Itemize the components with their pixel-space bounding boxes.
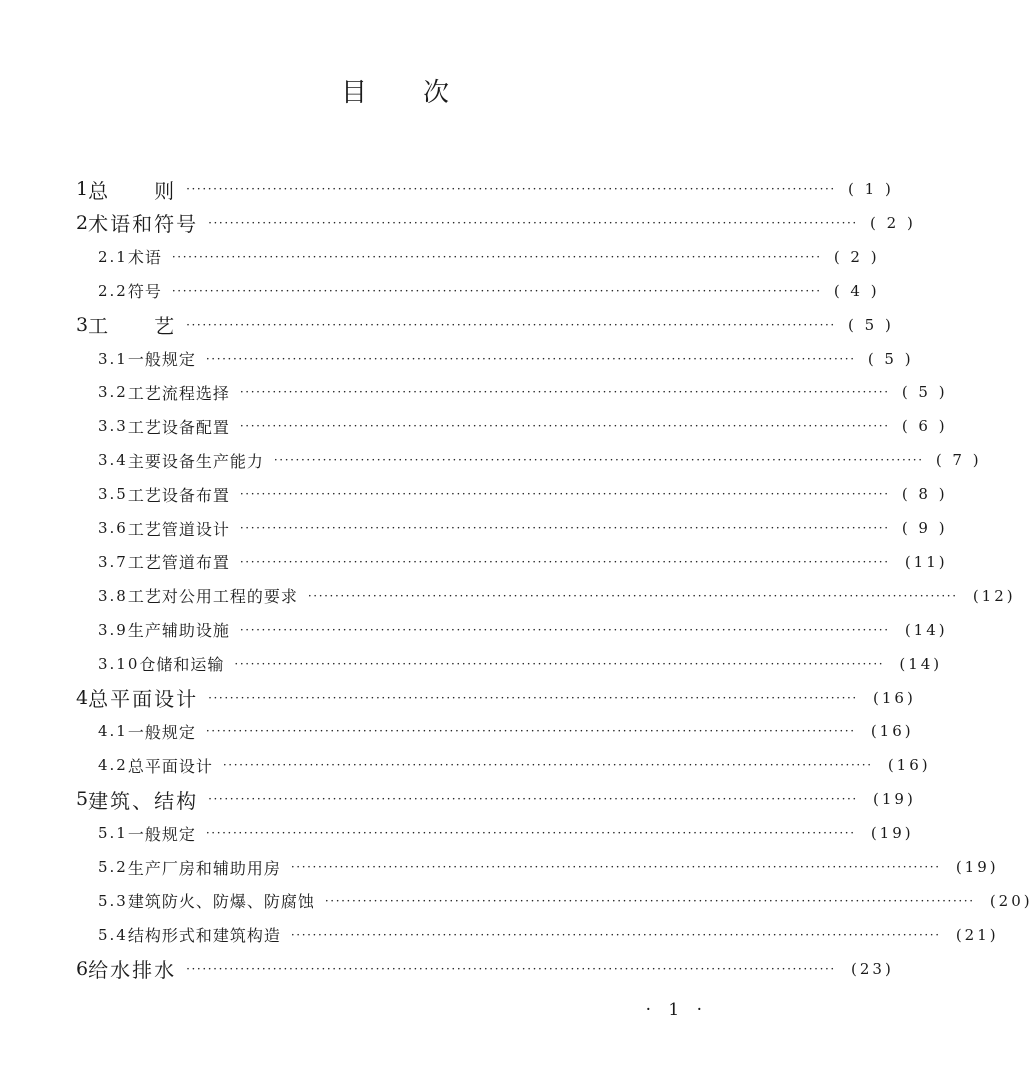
toc-entry-title: 总平面设计 bbox=[88, 687, 199, 711]
toc-entry-page: ( 5 ) bbox=[867, 349, 914, 368]
toc-entry-number: 5.3 bbox=[98, 891, 128, 910]
toc-entry-page: (11) bbox=[904, 552, 948, 571]
toc-entry[interactable] bbox=[76, 308, 894, 342]
toc-leader-dots: ························································································································ bbox=[171, 283, 822, 298]
toc-leader-dots: ························································································································ bbox=[186, 961, 836, 976]
toc-entry-title: 工艺管道设计 bbox=[127, 519, 230, 539]
toc-entry[interactable] bbox=[76, 172, 894, 206]
page-title: 目次 bbox=[340, 78, 505, 108]
toc-entry-page: (21) bbox=[955, 925, 999, 944]
toc-leader-dots: ························································································································ bbox=[239, 487, 890, 502]
toc-entry-page: (14) bbox=[899, 654, 943, 673]
toc-entry[interactable] bbox=[98, 342, 914, 376]
toc-leader-dots: ························································································································ bbox=[222, 758, 873, 773]
toc-entry-title: 总 则 bbox=[88, 178, 177, 203]
toc-entry-page: ( 9 ) bbox=[901, 519, 948, 537]
toc-entry-number: 2.2 bbox=[98, 281, 128, 300]
toc-entry-page: (20) bbox=[989, 891, 1033, 910]
toc-entry-number: 3.7 bbox=[98, 552, 128, 571]
toc-entry-number: 2.1 bbox=[98, 247, 128, 266]
toc-entry-page: ( 1 ) bbox=[848, 180, 894, 198]
toc-entry-title: 生产厂房和辅助用房 bbox=[127, 858, 281, 878]
toc-entry-page: ( 8 ) bbox=[901, 485, 948, 504]
toc-entry[interactable] bbox=[98, 409, 948, 443]
toc-entry-title: 工艺对公用工程的要求 bbox=[127, 587, 298, 607]
toc-entry-page: (19) bbox=[955, 858, 999, 876]
toc-entry-page: (19) bbox=[873, 790, 916, 809]
toc-leader-dots: ························································································································ bbox=[307, 588, 958, 603]
toc-entry-number: 3.8 bbox=[98, 586, 128, 605]
toc-entry-title: 建筑、结构 bbox=[88, 788, 199, 813]
toc-entry-number: 6 bbox=[76, 957, 89, 980]
toc-leader-dots: ························································································································ bbox=[208, 690, 858, 705]
toc-entry-page: (16) bbox=[870, 722, 914, 741]
toc-leader-dots: ························································································································ bbox=[239, 385, 890, 400]
toc-entry-page: (16) bbox=[873, 688, 916, 707]
toc-leader-dots: ························································································································ bbox=[324, 893, 975, 908]
toc-entry-title: 给水排水 bbox=[88, 958, 177, 983]
toc-entry-number: 3 bbox=[76, 313, 89, 336]
toc-entry-title: 总平面设计 bbox=[127, 756, 213, 776]
toc-entry-title: 建筑防火、防爆、防腐蚀 bbox=[127, 892, 315, 912]
toc-entry-title: 工艺流程选择 bbox=[127, 383, 230, 403]
toc-leader-dots: ························································································································ bbox=[171, 249, 822, 264]
toc-entry-number: 3.1 bbox=[98, 349, 128, 368]
toc-entry-title: 工艺设备配置 bbox=[127, 417, 230, 437]
toc-entry[interactable] bbox=[76, 952, 894, 986]
toc-leader-dots: ························································································································ bbox=[290, 927, 941, 942]
toc-entry-title: 工 艺 bbox=[88, 314, 177, 339]
toc-entry-number: 3.10 bbox=[98, 654, 140, 673]
toc-entry-page: (16) bbox=[887, 756, 931, 775]
toc-entry-number: 3.2 bbox=[98, 383, 128, 402]
toc-entry[interactable] bbox=[98, 545, 948, 579]
toc-entry-title: 主要设备生产能力 bbox=[127, 451, 264, 471]
toc-entry[interactable] bbox=[98, 850, 999, 884]
toc-entry-page: (23) bbox=[851, 959, 894, 978]
toc-entry-number: 5 bbox=[76, 788, 89, 811]
toc-entry[interactable] bbox=[98, 748, 931, 782]
toc-leader-dots: ························································································································ bbox=[239, 554, 890, 569]
toc-leader-dots: ························································································································ bbox=[239, 419, 890, 434]
toc-leader-dots: ························································································································ bbox=[205, 351, 856, 366]
toc-entry[interactable] bbox=[98, 274, 880, 308]
toc-entry-page: ( 2 ) bbox=[870, 213, 916, 232]
toc-leader-dots: ························································································································ bbox=[239, 521, 890, 535]
toc-leader-dots: ························································································································ bbox=[186, 182, 836, 196]
toc-entry[interactable] bbox=[98, 918, 999, 952]
toc-entry[interactable] bbox=[98, 816, 914, 850]
toc-entry[interactable] bbox=[98, 375, 948, 409]
toc-leader-dots: ························································································································ bbox=[205, 826, 856, 841]
toc-entry-page: (12) bbox=[972, 586, 1016, 605]
toc-leader-dots: ························································································································ bbox=[239, 622, 890, 637]
toc-entry-number: 3.5 bbox=[98, 485, 128, 504]
toc-entry-page: ( 5 ) bbox=[901, 383, 948, 402]
toc-entry-number: 2 bbox=[76, 211, 89, 234]
toc-entry-title: 工艺管道布置 bbox=[127, 553, 230, 573]
toc-leader-dots: ························································································································ bbox=[186, 317, 836, 332]
toc-entry-page: ( 4 ) bbox=[833, 281, 880, 300]
toc-entry[interactable] bbox=[76, 206, 916, 240]
toc-leader-dots: ························································································································ bbox=[290, 860, 941, 874]
toc-leader-dots: ························································································································ bbox=[273, 453, 924, 468]
toc-entry[interactable] bbox=[76, 782, 916, 816]
toc-entry[interactable] bbox=[76, 681, 916, 715]
toc-leader-dots: ························································································································ bbox=[234, 656, 885, 671]
toc-entry-number: 4 bbox=[76, 686, 89, 709]
toc-entry[interactable] bbox=[98, 240, 880, 274]
toc-entry[interactable] bbox=[98, 511, 948, 545]
toc-entry-number: 5.1 bbox=[98, 824, 128, 843]
toc-entry[interactable] bbox=[98, 647, 943, 681]
toc-entry-page: ( 2 ) bbox=[833, 247, 880, 266]
toc-entry[interactable] bbox=[98, 714, 914, 748]
page-number: · 1 · bbox=[645, 1000, 708, 1020]
toc-entry-page: ( 7 ) bbox=[935, 451, 982, 470]
toc-entry[interactable] bbox=[98, 477, 948, 511]
toc-entry-number: 3.6 bbox=[98, 519, 128, 537]
toc-entry-title: 工艺设备布置 bbox=[127, 485, 230, 505]
toc-entry-number: 5.4 bbox=[98, 925, 128, 944]
toc-entry-number: 1 bbox=[76, 178, 89, 200]
toc-entry-title: 一般规定 bbox=[127, 722, 196, 742]
toc-entry-number: 4.2 bbox=[98, 756, 128, 775]
toc-leader-dots: ························································································································ bbox=[208, 215, 858, 230]
toc-entry-title: 符号 bbox=[127, 282, 162, 302]
toc-entry-title: 仓储和运输 bbox=[139, 655, 225, 675]
toc-entry[interactable] bbox=[98, 613, 948, 647]
toc-entry-title: 生产辅助设施 bbox=[127, 621, 230, 641]
toc-entry-page: (14) bbox=[904, 620, 948, 639]
toc-entry-number: 4.1 bbox=[98, 722, 128, 741]
toc-entry-title: 一般规定 bbox=[127, 824, 196, 844]
toc-leader-dots: ························································································································ bbox=[205, 724, 856, 739]
toc-entry-number: 3.4 bbox=[98, 451, 128, 470]
toc-entry-title: 术语和符号 bbox=[88, 212, 199, 237]
toc-entry-number: 5.2 bbox=[98, 858, 128, 876]
toc-entry-page: (19) bbox=[870, 824, 914, 843]
toc-entry-title: 术语 bbox=[127, 248, 162, 268]
toc-entry[interactable] bbox=[98, 579, 1016, 613]
toc-entry-title: 结构形式和建筑构造 bbox=[127, 926, 281, 946]
toc-entry-number: 3.3 bbox=[98, 417, 128, 436]
toc-entry[interactable] bbox=[98, 443, 982, 477]
toc-leader-dots: ························································································································ bbox=[208, 792, 858, 807]
toc-entry-title: 一般规定 bbox=[127, 350, 196, 369]
toc-entry-page: ( 5 ) bbox=[848, 315, 894, 334]
toc-entry-page: ( 6 ) bbox=[901, 417, 948, 436]
toc-entry-number: 3.9 bbox=[98, 620, 128, 639]
toc-entry[interactable] bbox=[98, 884, 1033, 918]
